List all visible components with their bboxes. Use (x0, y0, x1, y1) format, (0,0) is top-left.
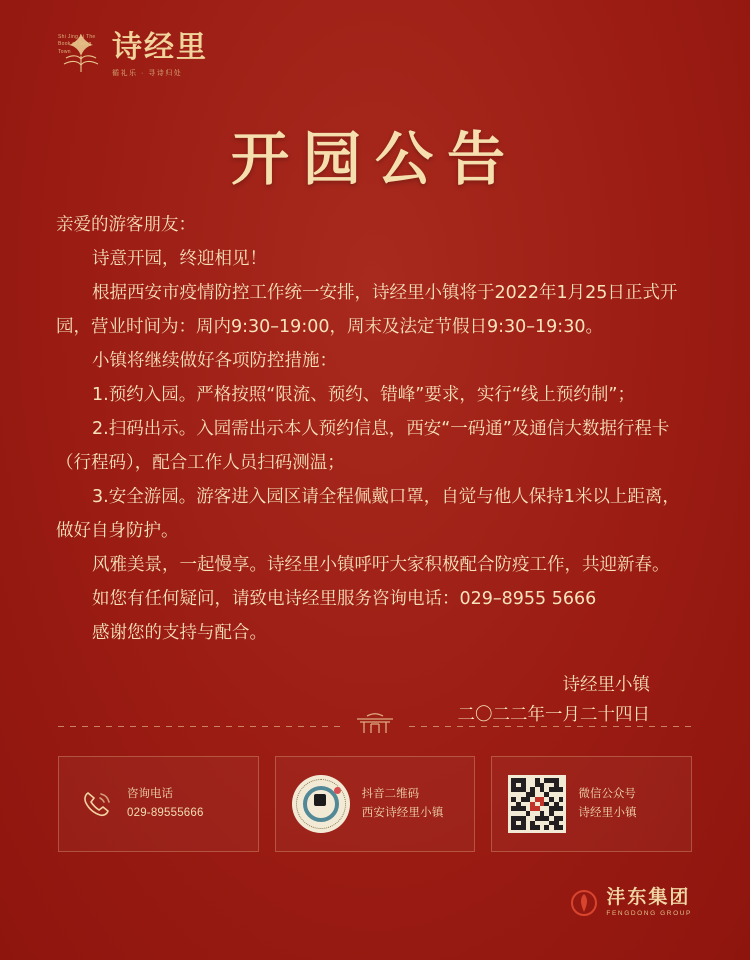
measure-1: 1.预约入园。严格按照“限流、预约、错峰”要求，实行“线上预约制”； (92, 385, 635, 405)
card-douyin[interactable] (275, 756, 476, 852)
phone-icon (75, 784, 115, 824)
salutation: 亲爱的游客朋友： (56, 215, 196, 235)
paragraph-1: 诗意开园，终迎相见！ (92, 249, 267, 269)
card-wechat-text (578, 785, 637, 823)
card-douyin-label: 抖音二维码 (361, 788, 420, 800)
paragraph-9: 感谢您的支持与配合。 (92, 623, 267, 643)
section-divider (58, 712, 692, 740)
measure-2: 2.扫码出示。入园需出示本人预约信息，西安“一码通”及通信大数据行程卡（行程码），配合工作人员扫码测温； (56, 419, 670, 473)
paragraph-7: 风雅美景，一起慢享。诗经里小镇呼吁大家积极配合防疫工作，共迎新春。 (92, 555, 670, 575)
divider-line-right (409, 726, 692, 727)
fengdong-logo-icon (571, 890, 597, 916)
paragraph-2: 根据西安市疫情防控工作统一安排，诗经里小镇将于2022年1月25日正式开园，营业时间为：周内9:30–19:00，周末及法定节假日9:30–19:30。 (56, 283, 678, 337)
card-douyin-value: 西安诗经里小镇 (361, 807, 444, 819)
footer-brand (571, 888, 692, 918)
brand-logo-cn: 诗经里 (112, 30, 208, 65)
brand-logo-en: Shi Jing Li The Book of Song Town (58, 34, 96, 55)
gate-icon (351, 712, 399, 741)
divider-line-left (58, 726, 341, 727)
paragraph-8: 如您有任何疑问，请致电诗经里服务咨询电话：029–8955 5666 (92, 589, 597, 609)
signature-date: 二〇二二年一月二十四日 (457, 705, 650, 725)
brand-logo (58, 28, 208, 78)
card-wechat-label: 微信公众号 (578, 788, 636, 800)
page-title: 开园公告 (230, 125, 519, 193)
paragraph-3: 小镇将继续做好各项防控措施： (92, 351, 337, 371)
douyin-qrcode-icon (292, 775, 350, 833)
card-phone-label: 咨询电话 (127, 788, 173, 800)
card-wechat-value: 诗经里小镇 (578, 807, 637, 819)
card-douyin-text (362, 785, 444, 823)
contact-cards (58, 756, 692, 852)
footer-brand-en: FENGDONG GROUP (606, 910, 692, 918)
card-phone-text (127, 785, 204, 823)
wechat-qrcode-icon (508, 775, 566, 833)
card-wechat[interactable] (491, 756, 692, 852)
signature-name: 诗经里小镇 (562, 675, 650, 695)
brand-logo-tagline: 循礼乐 · 寻诗归处 (112, 70, 183, 77)
announcement-body (56, 208, 696, 730)
card-phone-value: 029-89555666 (127, 807, 204, 819)
card-phone[interactable] (58, 756, 259, 852)
footer-brand-text (606, 888, 692, 918)
footer-brand-cn: 沣东集团 (606, 886, 691, 909)
brand-logo-mark (58, 28, 104, 78)
measure-3: 3.安全游园。游客进入园区请全程佩戴口罩，自觉与他人保持1米以上距离，做好自身防护。 (56, 487, 680, 541)
